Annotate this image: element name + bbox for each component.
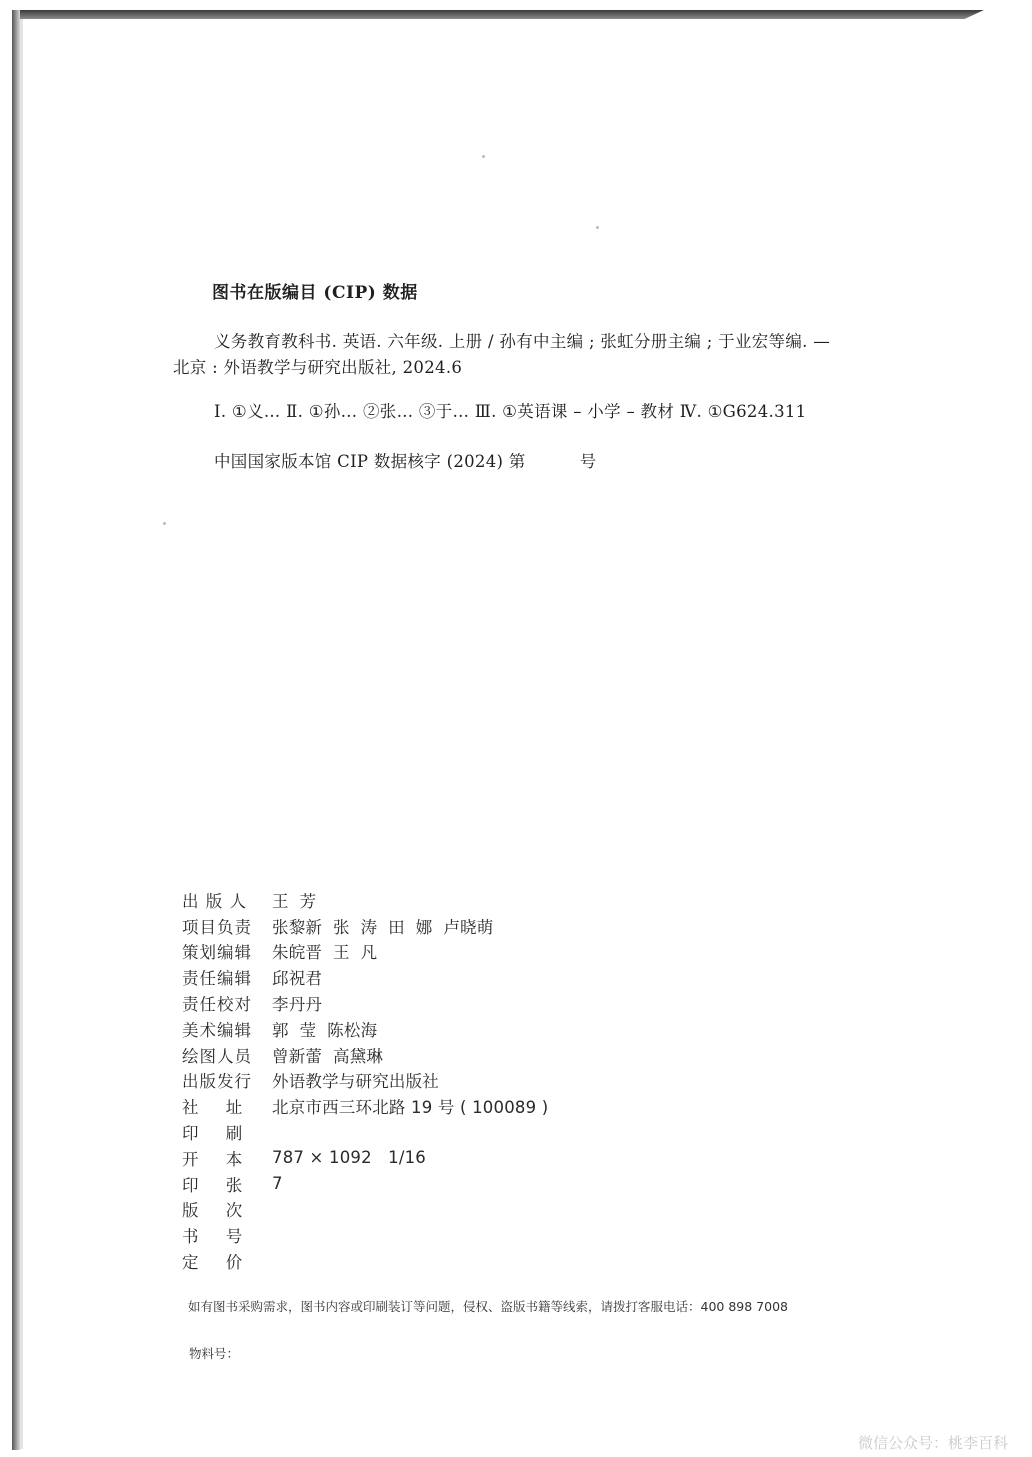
credit-label: 开 本	[182, 1149, 244, 1169]
cip-title: 图书在版编目 (CIP) 数据	[212, 283, 418, 303]
credit-label: 责任校对	[182, 995, 252, 1015]
cip-verification-suffix: 号	[579, 452, 597, 471]
credits-list	[182, 887, 548, 1274]
credit-row-address	[182, 1093, 548, 1119]
credit-row-illustrators	[182, 1042, 548, 1068]
credit-value: 787 × 1092 1/16	[272, 1148, 426, 1168]
credit-value: 朱皖晋 王 凡	[272, 943, 378, 963]
credit-value: 郭 莹 陈松海	[272, 1020, 378, 1040]
credit-row-distributor	[182, 1068, 548, 1094]
cip-classification-line: Ⅰ. ①义… Ⅱ. ①孙… ②张… ③于… Ⅲ. ①英语课 – 小学 – 教材 Ⅳ. ①G624.311	[214, 402, 807, 421]
credit-label: 印 张	[182, 1175, 244, 1195]
credit-row-edition	[182, 1197, 548, 1223]
credit-label: 策划编辑	[182, 943, 252, 963]
credit-value: 李丹丹	[272, 995, 323, 1015]
cip-bibliographic-line: 义务教育教科书. 英语. 六年级. 上册 / 孙有中主编 ; 张虹分册主编 ; 于业宏等编. —	[214, 332, 831, 351]
credit-row-format	[182, 1145, 548, 1171]
credit-label: 书 号	[182, 1227, 244, 1247]
credit-label: 绘图人员	[182, 1046, 252, 1066]
credit-value: 北京市西三环北路 19 号 ( 100089 )	[272, 1098, 549, 1118]
cip-publisher-line: 北京 : 外语教学与研究出版社, 2024.6	[173, 358, 463, 377]
credit-label: 项目负责	[182, 917, 252, 937]
credit-row-art-editor	[182, 1016, 548, 1042]
credit-value: 7	[272, 1174, 283, 1194]
credit-label: 社 址	[182, 1098, 244, 1118]
wechat-watermark: 微信公众号：桃李百科	[857, 1434, 1008, 1452]
scan-speck	[482, 155, 485, 158]
credit-row-isbn	[182, 1222, 548, 1248]
credit-value: 邱祝君	[272, 969, 323, 989]
scan-speck	[596, 226, 599, 229]
credit-label: 出版发行	[182, 1072, 252, 1092]
credit-row-proofreader	[182, 990, 548, 1016]
credit-label: 美术编辑	[182, 1020, 252, 1040]
scan-edge-left-inner	[20, 19, 23, 1449]
cip-verification-line	[214, 448, 596, 472]
credit-value: 王 芳	[272, 891, 317, 911]
credit-value: 曾新蕾 高黛琳	[272, 1046, 384, 1066]
credit-row-responsible-editor	[182, 964, 548, 990]
scan-speck	[163, 522, 166, 525]
credit-value: 外语教学与研究出版社	[272, 1072, 439, 1092]
credit-row-printer	[182, 1119, 548, 1145]
credit-row-planning-editor	[182, 939, 548, 965]
credit-row-publisher	[182, 887, 548, 913]
credit-label: 定 价	[182, 1253, 244, 1273]
credit-row-price	[182, 1248, 548, 1274]
credit-label: 责任编辑	[182, 969, 252, 989]
credit-value: 张黎新 张 涛 田 娜 卢晓萌	[272, 917, 494, 937]
material-number-label: 物料号：	[189, 1346, 240, 1361]
credit-label: 印 刷	[182, 1124, 244, 1144]
credit-row-sheets	[182, 1171, 548, 1197]
scan-edge-top	[12, 10, 984, 19]
credit-label: 出 版 人	[182, 891, 247, 911]
scan-edge-left	[12, 10, 20, 1450]
credit-row-project-lead	[182, 913, 548, 939]
credit-label: 版 次	[182, 1201, 244, 1221]
cip-verification-prefix: 中国国家版本馆 CIP 数据核字 (2024) 第	[214, 452, 526, 471]
customer-service-notice: 如有图书采购需求，图书内容或印刷装订等问题，侵权、盗版书籍等线索，请拨打客服电话：400 898 7008	[188, 1299, 788, 1314]
